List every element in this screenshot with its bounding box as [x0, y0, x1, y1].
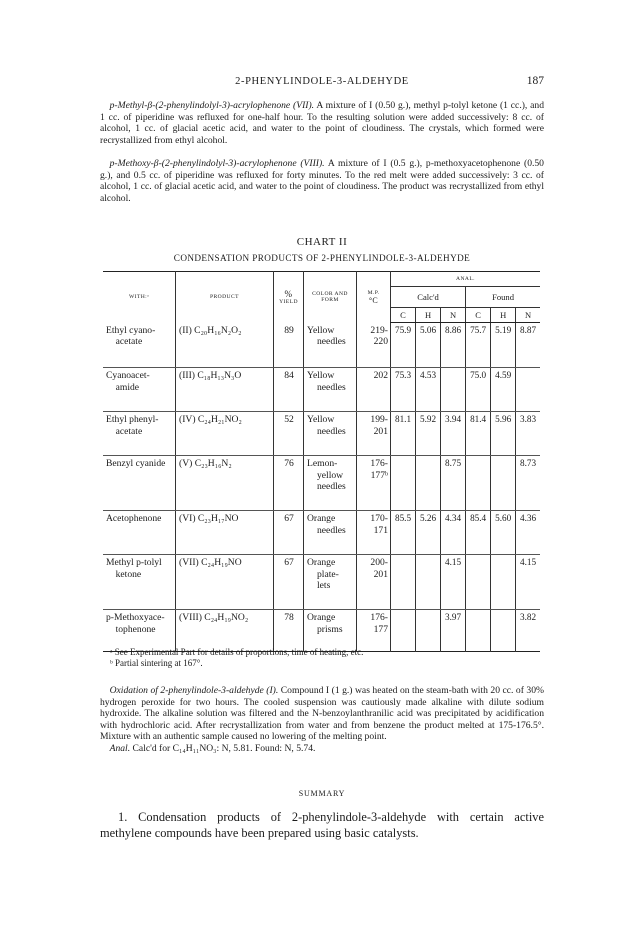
- cell-found-h: [491, 555, 516, 610]
- cell-found-n: 3.83: [516, 412, 540, 456]
- cell-calc-n: 8.86: [441, 323, 466, 368]
- cell-mp: 219- 220: [357, 323, 391, 368]
- table-footnotes: [100, 647, 544, 669]
- cell-calc-h: [416, 555, 441, 610]
- cell-product: (VII) C₂₄H₁₉NO: [176, 555, 274, 610]
- cell-found-n: 8.73: [516, 456, 540, 511]
- cell-found-h: 5.60: [491, 511, 516, 555]
- cell-found-c: [466, 610, 491, 652]
- cell-calc-n: [441, 368, 466, 412]
- col-header-calcd: Calc'd: [391, 287, 466, 308]
- cell-product: (V) C₂₃H₁₆N₂: [176, 456, 274, 511]
- cell-found-h: [491, 456, 516, 511]
- cell-calc-n: 8.75: [441, 456, 466, 511]
- condensation-products-table: [103, 271, 540, 652]
- col-header-anal: ANAL.: [391, 272, 541, 287]
- oxidation-heading: Oxidation of 2-phenylindole-3-aldehyde (I).: [109, 685, 279, 696]
- cell-product: (VI) C₂₃H₁₇NO: [176, 511, 274, 555]
- oxidation-text: Compound I (1 g.) was heated on the steam-bath with 20 cc. of 30% hydrogen peroxide for two hours. The cooled suspension was cautiously made alkaline with dilute sodium hydroxide. The alkaline solution was filtered and the N-benzoylanthranilic acid was precipitated by acidification with hydrochloric acid. After recrystallization from water and from benzene the product melted at 175-176.5°. Mixture with an authentic sample caused no lowering of the melting point.: [100, 685, 545, 743]
- cell-calc-h: [416, 610, 441, 652]
- cell-found-h: 4.59: [491, 368, 516, 412]
- chart-label: CHART II: [296, 236, 348, 248]
- col-header-found-c: C: [466, 308, 491, 323]
- cell-yield: 67: [274, 555, 304, 610]
- cell-mp: 199- 201: [357, 412, 391, 456]
- cell-found-n: 4.36: [516, 511, 540, 555]
- cell-yield: 52: [274, 412, 304, 456]
- cell-mp: 202: [357, 368, 391, 412]
- cell-found-c: 75.0: [466, 368, 491, 412]
- cell-found-c: 85.4: [466, 511, 491, 555]
- summary-heading: SUMMARY: [298, 789, 346, 798]
- page-number: 187: [526, 75, 544, 87]
- footnote-a: ᵃ See Experimental Part for details of proportions, time of heating, etc.: [110, 647, 364, 657]
- col-header-mp: M.P. °C: [357, 272, 391, 323]
- col-header-calc-n: N: [441, 308, 466, 323]
- table-row: [103, 368, 540, 412]
- cell-found-c: [466, 456, 491, 511]
- cell-calc-c: 85.5: [391, 511, 416, 555]
- paragraph-compound-viii: [100, 158, 544, 204]
- cell-with: Methyl p-tolyl ketone: [103, 555, 176, 610]
- footnote-b: ᵇ Partial sintering at 167°.: [110, 658, 203, 668]
- chart-title: CONDENSATION PRODUCTS OF 2-PHENYLINDOLE-3-ALDEHYDE: [173, 253, 471, 263]
- compound-vii-text: A mixture of I (0.50 g.), methyl p-tolyl ketone (1 cc.), and 1 cc. of piperidine was refluxed for one-half hour. To the resulting solution were added successively: 8 cc. of alcohol, 1 cc. of glacial acetic acid, and water to the point of cloudiness. The crystals, which formed were recrystallized from ethyl alcohol.: [100, 100, 545, 146]
- cell-found-n: 4.15: [516, 555, 540, 610]
- cell-calc-h: 5.06: [416, 323, 441, 368]
- cell-yield: 84: [274, 368, 304, 412]
- table-row: [103, 610, 540, 652]
- cell-with: Ethyl phenyl- acetate: [103, 412, 176, 456]
- cell-found-h: 5.19: [491, 323, 516, 368]
- cell-form: Orange prisms: [304, 610, 357, 652]
- col-header-found-n: N: [516, 308, 540, 323]
- cell-calc-c: [391, 456, 416, 511]
- cell-form: Orange plate- lets: [304, 555, 357, 610]
- table-row: [103, 412, 540, 456]
- cell-form: Yellow needles: [304, 368, 357, 412]
- cell-product: (IV) C₂₄H₂₁NO₂: [176, 412, 274, 456]
- cell-mp: 200- 201: [357, 555, 391, 610]
- cell-found-n: 3.82: [516, 610, 540, 652]
- cell-calc-n: 3.97: [441, 610, 466, 652]
- cell-calc-c: [391, 555, 416, 610]
- cell-with: Ethyl cyano- acetate: [103, 323, 176, 368]
- col-header-with: WITH:ᵃ: [128, 294, 150, 301]
- cell-calc-h: 5.26: [416, 511, 441, 555]
- cell-calc-c: 75.9: [391, 323, 416, 368]
- cell-yield: 89: [274, 323, 304, 368]
- cell-with: Acetophenone: [103, 511, 176, 555]
- table-row: [103, 456, 540, 511]
- table-row: [103, 323, 540, 368]
- cell-form: Yellow needles: [304, 323, 357, 368]
- cell-with: Benzyl cyanide: [103, 456, 176, 511]
- cell-found-c: 81.4: [466, 412, 491, 456]
- cell-with: p-Methoxyace- tophenone: [106, 612, 165, 635]
- anal-text: Calc'd for C₁₄H₁₁NO₃: N, 5.81. Found: N, 5.74.: [130, 742, 316, 754]
- cell-yield: 76: [274, 456, 304, 511]
- cell-product: (II) C₂₀H₁₆N₂O₂: [176, 323, 274, 368]
- col-header-color-form: COLOR AND FORM: [304, 272, 357, 323]
- paragraph-oxidation: [100, 685, 544, 755]
- col-header-product: PRODUCT: [176, 272, 274, 323]
- cell-calc-h: 4.53: [416, 368, 441, 412]
- cell-mp: 170- 171: [357, 511, 391, 555]
- running-header: [100, 76, 544, 90]
- cell-form: Yellow needles: [304, 412, 357, 456]
- cell-found-n: [516, 368, 540, 412]
- cell-calc-c: [391, 610, 416, 652]
- anal-label: Anal.: [109, 742, 131, 754]
- col-header-yield: % YIELD: [274, 272, 304, 323]
- cell-found-h: [491, 610, 516, 652]
- cell-calc-n: 4.34: [441, 511, 466, 555]
- col-header-found-h: H: [491, 308, 516, 323]
- cell-with: Cyanoacet- amide: [103, 368, 176, 412]
- cell-found-c: 75.7: [466, 323, 491, 368]
- cell-yield: 78: [274, 610, 304, 652]
- cell-calc-h: [416, 456, 441, 511]
- cell-calc-h: 5.92: [416, 412, 441, 456]
- cell-calc-n: 4.15: [441, 555, 466, 610]
- compound-viii-text: A mixture of I (0.5 g.), p-methoxyacetophenone (0.50 g.), and 0.5 cc. of piperidine was refluxed for forty minutes. To the red melt were added successively: 3 cc. of alcohol, 1 cc. of glacial acetic acid, and water to the point of cloudiness. The product was recrystallized from ethyl alcohol.: [100, 158, 544, 204]
- col-header-found: Found: [466, 287, 540, 308]
- cell-product: (III) C₁₈H₁₃N₃O: [176, 368, 274, 412]
- cell-found-h: 5.96: [491, 412, 516, 456]
- cell-mp: 176- 177: [357, 610, 391, 652]
- col-header-calc-c: C: [391, 308, 416, 323]
- compound-vii-heading: p-Methyl-β-(2-phenylindolyl-3)-acrylophenone (VII).: [109, 100, 315, 111]
- cell-form: Orange needles: [304, 511, 357, 555]
- running-title: 2-PHENYLINDOLE-3-ALDEHYDE: [235, 76, 409, 87]
- cell-yield: 67: [274, 511, 304, 555]
- cell-form: Lemon- yellow needles: [304, 456, 357, 511]
- cell-found-c: [466, 555, 491, 610]
- cell-product: (VIII) C₂₄H₁₉NO₂: [176, 610, 274, 652]
- cell-found-n: 8.87: [516, 323, 540, 368]
- table-row: [103, 555, 540, 610]
- paragraph-compound-vii: [100, 100, 544, 146]
- compound-viii-heading: p-Methoxy-β-(2-phenylindolyl-3)-acrylophenone (VIII).: [109, 158, 325, 169]
- cell-mp: 176- 177ᵇ: [357, 456, 391, 511]
- cell-calc-n: 3.94: [441, 412, 466, 456]
- table-row: [103, 511, 540, 555]
- cell-calc-c: 75.3: [391, 368, 416, 412]
- cell-calc-c: 81.1: [391, 412, 416, 456]
- col-header-calc-h: H: [416, 308, 441, 323]
- summary-point-1: 1. Condensation products of 2-phenylindole-3-aldehyde with certain active methylene compounds have been prepared using basic catalysts.: [100, 810, 544, 840]
